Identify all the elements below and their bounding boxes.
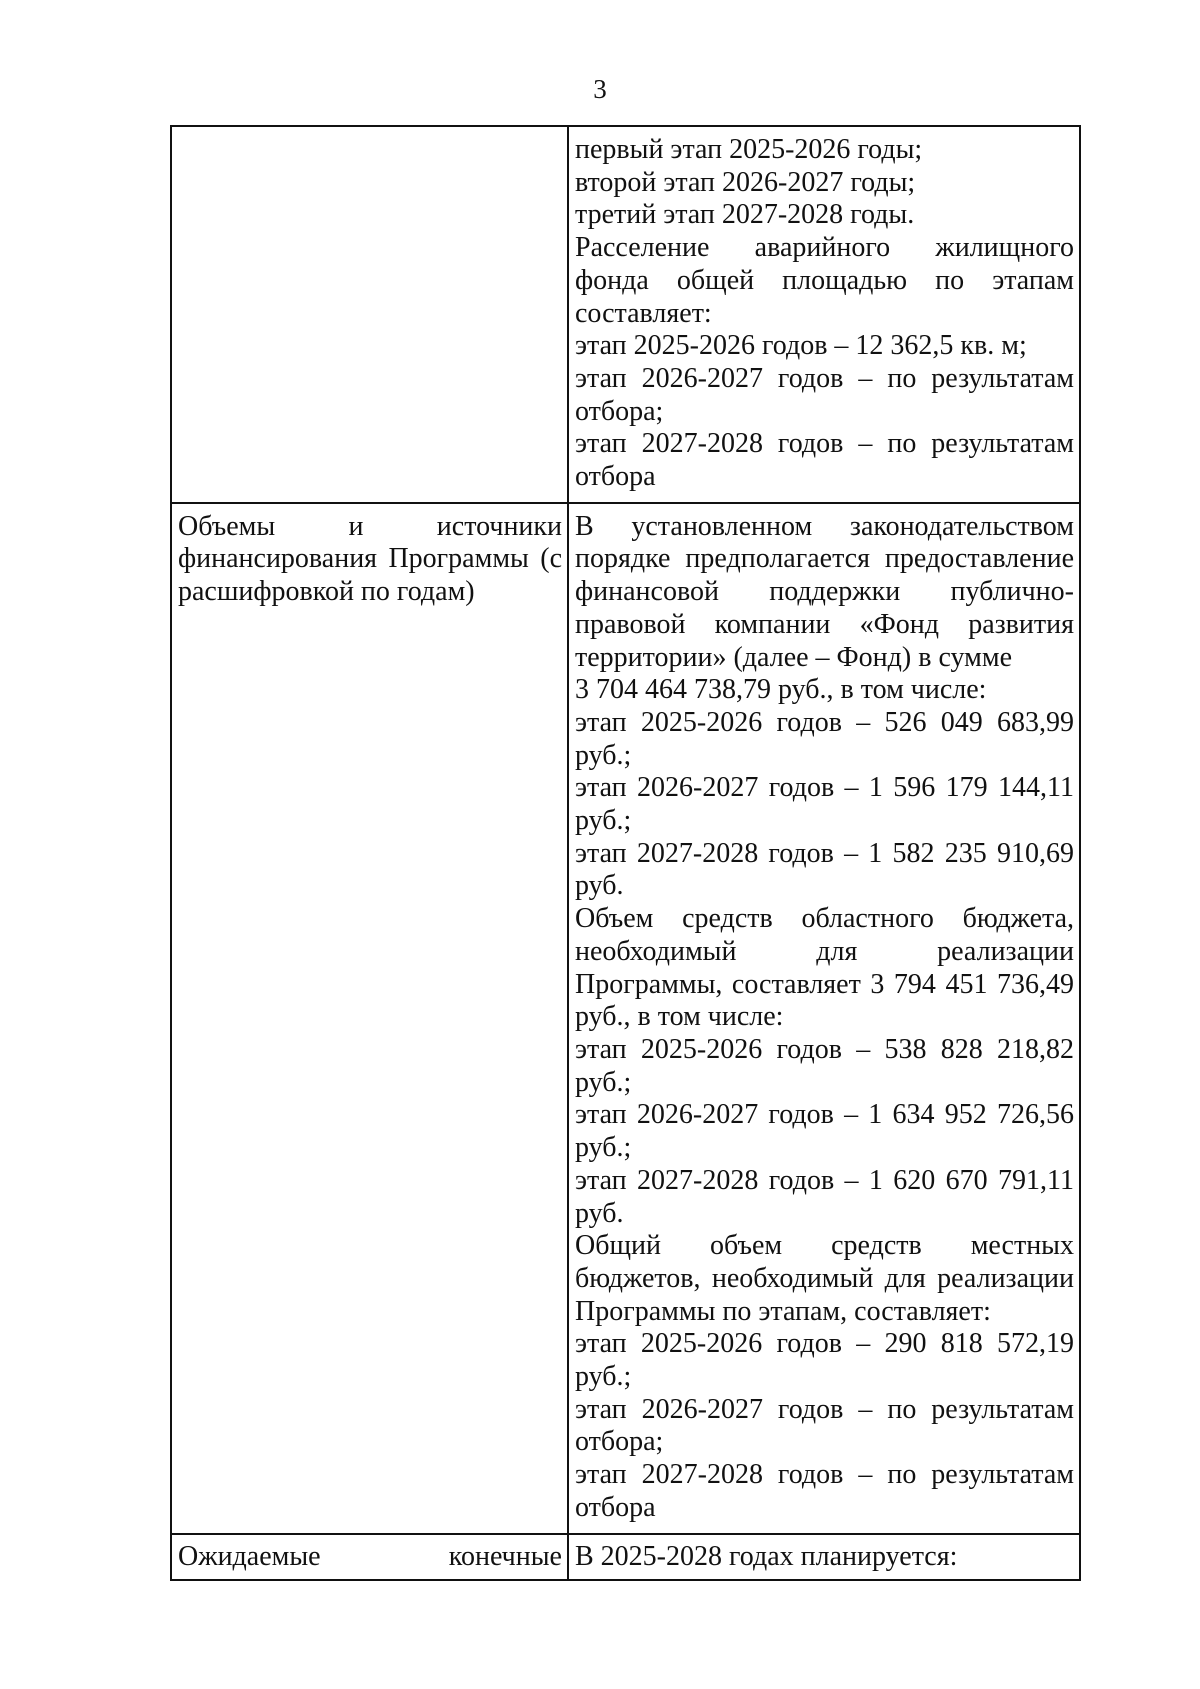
content-paragraph: 3 704 464 738,79 руб., в том числе: — [575, 674, 987, 706]
content-paragraph: В 2025-2028 годах планируется: — [575, 1540, 958, 1572]
content-paragraph: этап 2025-2026 годов – 526 049 683,99 руб.; — [575, 706, 1074, 771]
content-paragraph: третий этап 2027-2028 годы. — [575, 199, 915, 231]
content-paragraph: В установленном законодательством порядке предполагается предоставление финансовой поддержки публично-правовой компании «Фонд развития территории» (далее – Фонд) в сумме — [575, 510, 1074, 673]
content-paragraph: этап 2026-2027 годов – 1 634 952 726,56 руб.; — [575, 1099, 1074, 1164]
content-paragraph: этап 2027-2028 годов – 1 620 670 791,11 руб. — [575, 1164, 1074, 1229]
content-paragraph: этап 2026-2027 годов – по результатам отбора; — [575, 1393, 1074, 1458]
page-number: 3 — [593, 74, 607, 104]
row-label-cell: Объемы и источники финансирования Программы (с расшифровкой по годам) — [171, 503, 568, 1534]
content-paragraph: этап 2025-2026 годов – 538 828 218,82 руб.; — [575, 1033, 1074, 1098]
content-paragraph: этап 2027-2028 годов – 1 582 235 910,69 руб. — [575, 837, 1074, 902]
content-paragraph: этап 2027-2028 годов – по результатам отбора — [575, 428, 1074, 493]
passport-table — [170, 125, 1081, 1581]
content-paragraph: этап 2025-2026 годов – 12 362,5 кв. м; — [575, 330, 1027, 362]
content-paragraph: второй этап 2026-2027 годы; — [575, 166, 916, 198]
row-label-cell: Ожидаемые конечные — [171, 1534, 568, 1581]
content-paragraph: Объем средств областного бюджета, необходимый для реализации Программы, составляет 3 794 451 736,49 руб., в том числе: — [575, 903, 1074, 1033]
content-paragraph: этап 2027-2028 годов – по результатам отбора — [575, 1459, 1074, 1523]
table-row — [171, 1534, 1080, 1581]
content-paragraph: этап 2026-2027 годов – 1 596 179 144,11 руб.; — [575, 772, 1074, 837]
table-row — [171, 126, 1080, 503]
row-label-cell — [171, 126, 568, 503]
content-paragraph: Расселение аварийного жилищного фонда общей площадью по этапам составляет: — [575, 232, 1074, 329]
row-content-cell — [568, 1534, 1080, 1581]
row-content-cell — [568, 503, 1080, 1534]
content-paragraph: первый этап 2025-2026 годы; — [575, 134, 923, 165]
content-paragraph: Общий объем средств местных бюджетов, необходимый для реализации Программы по этапам, составляет: — [575, 1230, 1074, 1327]
content-paragraph: этап 2026-2027 годов – по результатам отбора; — [575, 362, 1074, 427]
row-content-cell — [568, 126, 1080, 503]
table-row — [171, 503, 1080, 1534]
content-paragraph: этап 2025-2026 годов – 290 818 572,19 руб.; — [575, 1328, 1074, 1393]
